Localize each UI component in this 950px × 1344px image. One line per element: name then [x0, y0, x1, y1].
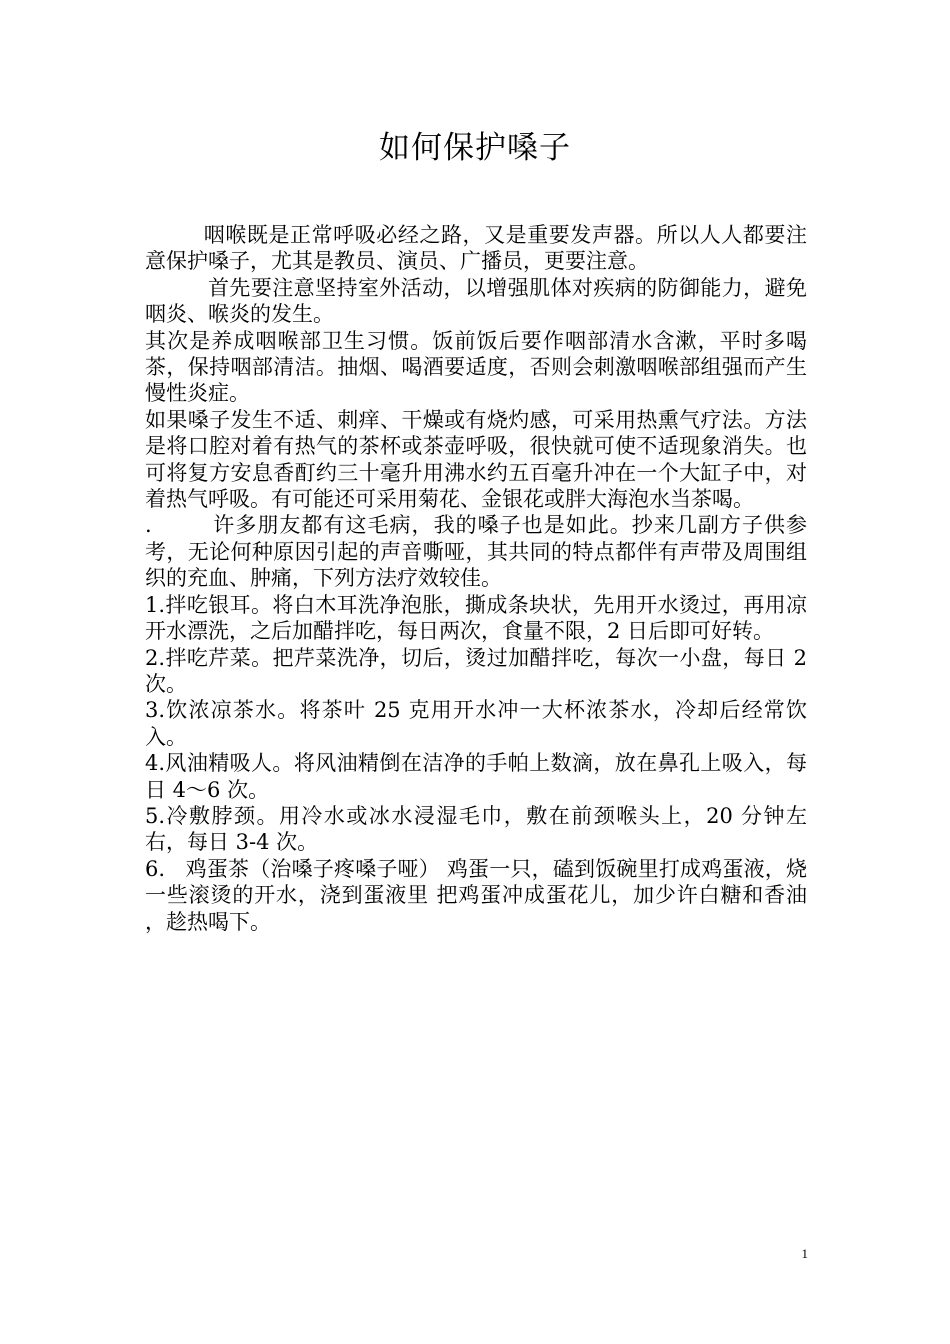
document-body: [145, 222, 814, 935]
list-item-remedy-6: 6. 鸡蛋茶（治嗓子疼嗓子哑） 鸡蛋一只，磕到饭碗里打成鸡蛋液，烧一些滚烫的开水，浇到蛋液里 把鸡蛋冲成蛋花儿，加少许白糖和香油 ，趁热喝下。: [145, 856, 814, 934]
list-item-remedy-2: 2.拌吃芹菜。把芹菜洗净，切后，烫过加醋拌吃，每次一小盘，每日 2 次。: [145, 645, 807, 696]
list-item-remedy-1: 1.拌吃银耳。将白木耳洗净泡胀，撕成条块状，先用开水烫过，再用凉开水漂洗，之后加醋拌吃，每日两次，食量不限，2 日后即可好转。: [145, 592, 807, 644]
list-item-remedy-5: 5.冷敷脖颈。用冷水或冰水浸湿毛巾，敷在前颈喉头上，20 分钟左右，每日 3-4 次。: [145, 803, 807, 855]
page-number: 1: [801, 1246, 808, 1261]
document-title: 如何保护嗓子: [379, 130, 571, 166]
paragraph-steam-therapy: 如果嗓子发生不适、刺痒、干燥或有烧灼感，可采用热熏气疗法。方法是将口腔对着有热气的茶杯或茶壶呼吸，很快就可使不适现象消失。也可将复方安息香酊约三十毫升用沸水约五百毫升冲在一个大缸子中，对着热气呼吸。有可能还可采用菊花、金银花或胖大海泡水当茶喝。: [145, 407, 807, 512]
paragraph-hygiene-habits: 其次是养成咽喉部卫生习惯。饭前饭后要作咽部清水含漱，平时多喝茶，保持咽部清洁。抽烟、喝酒要适度，否则会刺激咽喉部组强而产生慢性炎症。: [145, 328, 807, 406]
list-item-remedy-3: 3.饮浓凉茶水。将茶叶 25 克用开水冲一大杯浓茶水，冷却后经常饮入。: [145, 698, 807, 749]
list-item-remedy-4: 4.风油精吸人。将风油精倒在洁净的手帕上数滴，放在鼻孔上吸入，每日 4～6 次。: [145, 751, 807, 802]
paragraph-intro: 咽喉既是正常呼吸必经之路，又是重要发声器。所以人人都要注意保护嗓子，尤其是教员、演员、广播员，更要注意。: [145, 223, 807, 274]
paragraph-remedies-intro: . 许多朋友都有这毛病，我的嗓子也是如此。抄来几副方子供参考，无论何种原因引起的声音嘶哑，其共同的特点都伴有声带及周围组织的充血、肿痛，下列方法疗效较佳。: [145, 513, 807, 591]
paragraph-outdoor-activity: 首先要注意坚持室外活动，以增强肌体对疾病的防御能力，避免咽炎、喉炎的发生。: [145, 275, 807, 327]
